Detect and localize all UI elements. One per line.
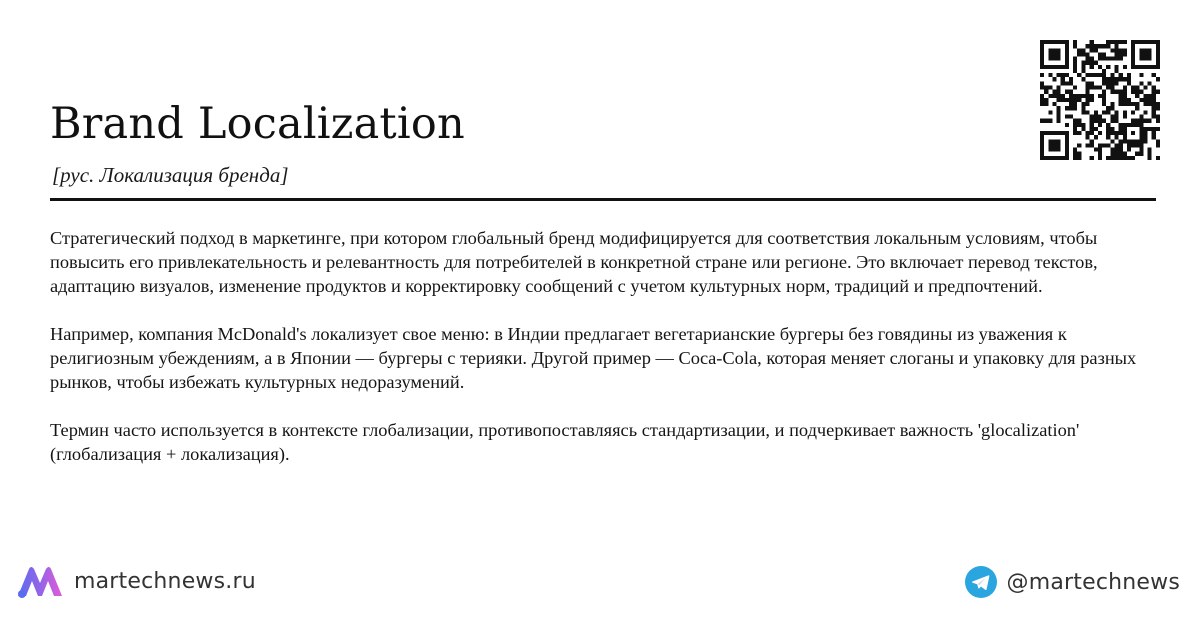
body-paragraph-3: Термин часто используется в контексте глобализации, противопоставляясь стандартизации, и подчеркивает важность 'glocalization' (глобализация + локализация). bbox=[50, 420, 1080, 464]
site-link[interactable] bbox=[14, 563, 256, 599]
title-divider bbox=[50, 198, 1156, 201]
site-url: martechnews.ru bbox=[74, 568, 256, 594]
martechnews-logo-icon bbox=[14, 563, 66, 599]
telegram-icon bbox=[965, 566, 997, 598]
page-title: Brand Localization bbox=[50, 99, 465, 149]
body-paragraph-2: Например, компания McDonald's локализует свое меню: в Индии предлагает вегетарианские бургеры без говядины из уважения к религиозным убеждениям, а в Японии — бургеры с терияки. Другой пример — Coca-Cola, которая меняет слоганы и упаковку для разных рынков, чтобы избежать культурных недоразумений. bbox=[50, 324, 1137, 392]
article-body bbox=[50, 226, 1160, 490]
qr-code-icon[interactable] bbox=[1040, 40, 1160, 160]
telegram-link[interactable] bbox=[965, 563, 1181, 601]
body-paragraph-1: Стратегический подход в маркетинге, при котором глобальный бренд модифицируется для соответствия локальным условиям, чтобы повысить его привлекательность и релевантность для потребителей в конкретной стране или регионе. Это включает перевод текстов, адаптацию визуалов, изменение продуктов и корректировку сообщений с учетом культурных норм, традиций и предпочтений. bbox=[50, 228, 1098, 296]
telegram-handle: @martechnews bbox=[1006, 569, 1180, 595]
page-subtitle: [рус. Локализация бренда] bbox=[52, 163, 289, 187]
